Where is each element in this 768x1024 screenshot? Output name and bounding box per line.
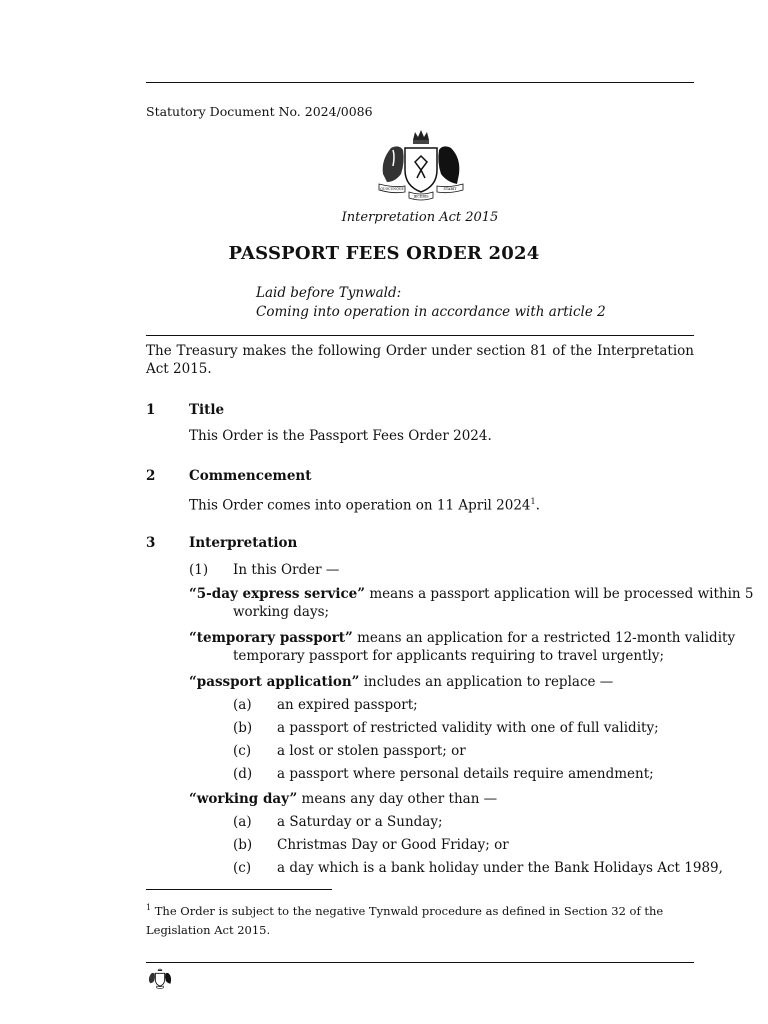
list-item-text: Christmas Day or Good Friday; or — [277, 837, 509, 853]
list-item-label: (c) — [233, 743, 252, 759]
definition-continuation: temporary passport for applicants requiring to travel urgently; — [233, 648, 665, 664]
motto-bottom: JECERIS — [413, 194, 429, 199]
section-body: This Order is the Passport Fees Order 2024. — [189, 428, 492, 444]
list-item-text: a passport of restricted validity with one of full validity; — [277, 720, 659, 736]
section-number: 3 — [146, 535, 156, 551]
list-item-text: a lost or stolen passport; or — [277, 743, 466, 759]
list-item-label: (b) — [233, 720, 253, 736]
list-item-text: a passport where personal details require amendment; — [277, 766, 654, 782]
list-item-label: (b) — [233, 837, 253, 853]
list-item-text: an expired passport; — [277, 697, 418, 713]
definition-continuation: working days; — [233, 604, 330, 620]
footer-rule — [146, 962, 694, 963]
list-item-text: a Saturday or a Sunday; — [277, 814, 443, 830]
definition-passport-application: “passport application” includes an application to replace — — [189, 674, 614, 690]
subsection-number: (1) — [189, 562, 209, 578]
list-item-label: (d) — [233, 766, 253, 782]
top-rule — [146, 82, 694, 83]
footnote-reference[interactable]: 1 — [530, 497, 536, 506]
coming-into-operation: Coming into operation in accordance with article 2 — [256, 304, 606, 320]
footnote-separator — [146, 889, 332, 890]
definition-temporary-passport: “temporary passport” means an application for a restricted 12-month validity — [189, 630, 736, 646]
coat-of-arms-crest — [375, 126, 467, 202]
section-body: This Order comes into operation on 11 April 2024$^1$. — [189, 497, 540, 514]
definition-5-day-express-service: “5-day express service” means a passport application will be processed within 5 — [189, 586, 754, 602]
document-number: Statutory Document No. 2024/0086 — [146, 104, 373, 119]
section-number: 1 — [146, 402, 156, 418]
section-heading: Interpretation — [189, 535, 298, 551]
motto-right: STABIT — [443, 187, 457, 191]
list-item-text: a day which is a bank holiday under the Bank Holidays Act 1989, — [277, 860, 723, 876]
definition-working-day: “working day” means any day other than — — [189, 791, 498, 807]
list-item-label: (c) — [233, 860, 252, 876]
list-item-label: (a) — [233, 697, 252, 713]
footnote-mark: 1 — [146, 903, 152, 912]
enabling-act: Interpretation Act 2015 — [341, 210, 499, 225]
section-heading: Commencement — [189, 468, 312, 484]
laid-before: Laid before Tynwald: — [256, 285, 402, 301]
subsection-text: In this Order — — [233, 562, 340, 578]
section-heading: Title — [189, 402, 225, 418]
order-title: PASSPORT FEES ORDER 2024 — [228, 243, 540, 264]
list-item-label: (a) — [233, 814, 252, 830]
footer-crest-icon — [146, 967, 174, 989]
section-number: 2 — [146, 468, 156, 484]
motto-left: QUOCUNQUE — [380, 187, 404, 191]
footnote: $^1$ The Order is subject to the negative Tynwald procedure as defined in Section 32 of the Legislation Act 2015. — [146, 903, 664, 937]
header-divider — [146, 335, 694, 336]
preamble: The Treasury makes the following Order under section 81 of the Interpretation Act 2015. — [146, 343, 694, 377]
